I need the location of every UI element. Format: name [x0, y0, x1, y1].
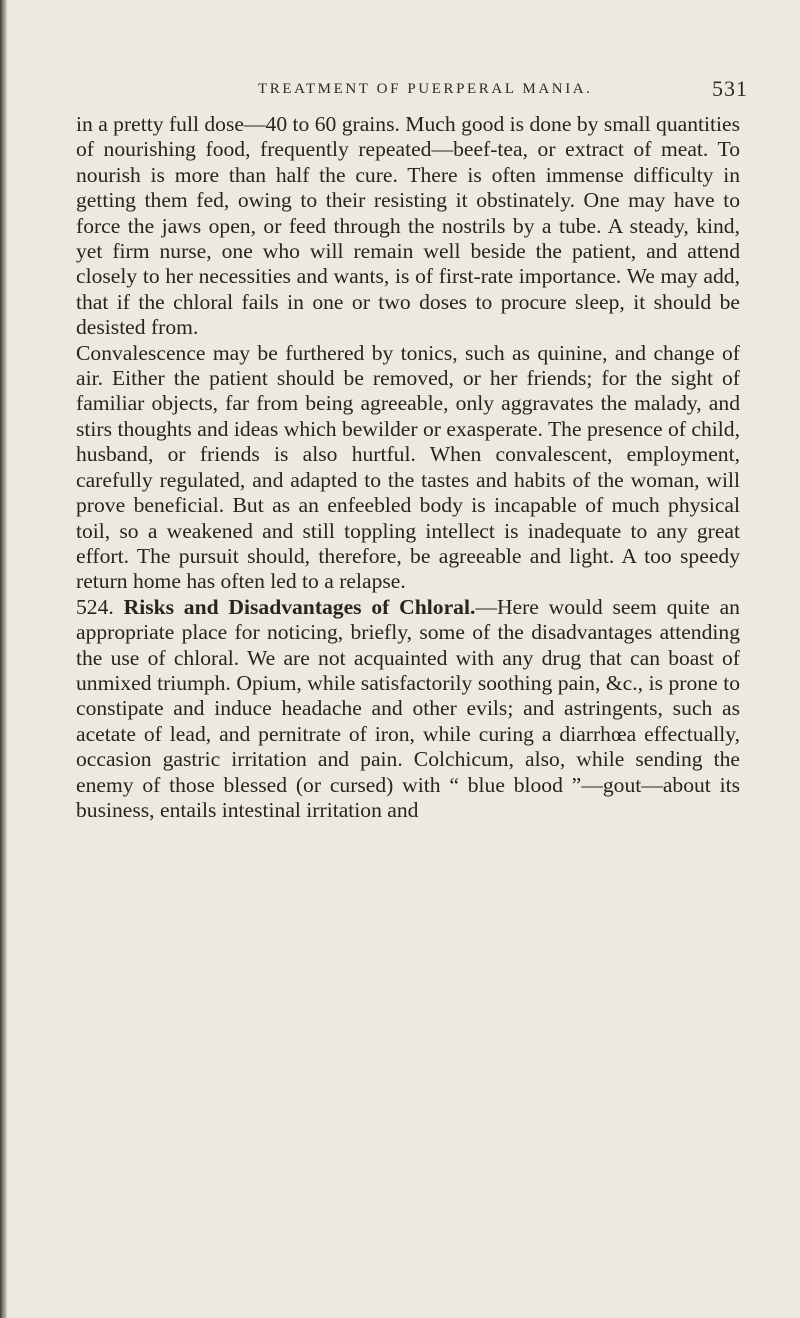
section-524 — [76, 595, 740, 824]
body-text — [76, 112, 740, 823]
paragraph-continued: in a pretty full dose—40 to 60 grains. Much good is done by small quantities of nourishing food, frequently repeated—beef-tea, or extract of meat. To nourish is more than half the cure. There is often immense difficulty in getting them fed, owing to their resisting it obstinately. One may have to force the jaws open, or feed through the nostrils by a tube. A steady, kind, yet firm nurse, one who will remain well beside the patient, and attend closely to her necessities and wants, is of first-rate importance. We may add, that if the chloral fails in one or two doses to procure sleep, it should be desisted from. — [76, 112, 740, 340]
running-head — [0, 74, 800, 104]
page-number: 531 — [712, 76, 748, 101]
section-number: 524. — [76, 594, 114, 619]
running-title: TREATMENT OF PUERPERAL MANIA. — [258, 81, 593, 97]
page-binding-edge — [0, 0, 7, 1318]
section-heading: Risks and Disadvantages of Chloral. — [123, 594, 476, 619]
paragraph-convalescence: Convalescence may be furthered by tonics, such as quinine, and change of air. Either the patient should be removed, or her friends; for the sight of familiar objects, far from being agreeable, only aggravates the malady, and stirs thoughts and ideas which bewilder or exasperate. The presence of child, husband, or friends is also hurtful. When convalescent, employment, carefully regulated, and adapted to the tastes and habits of the woman, will prove beneficial. But as an enfeebled body is incapable of much physical toil, so a weakened and still toppling intellect is inadequate to any great effort. The pursuit should, therefore, be agreeable and light. A too speedy return home has often led to a relapse. — [76, 340, 740, 594]
section-text: —Here would seem quite an appropriate place for noticing, briefly, some of the disadvantages attending the use of chloral. We are not acquainted with any drug that can boast of unmixed triumph. Opium, while satisfactorily soothing pain, &c., is prone to constipate and induce headache and other evils; and astringents, such as acetate of lead, and pernitrate of iron, while curing a diarrhœa effectually, occasion gastric irritation and pain. Colchicum, also, while sending the enemy of those blessed (or cursed) with “ blue blood ”—gout—about its business, entails intestinal irritation and — [76, 594, 740, 822]
